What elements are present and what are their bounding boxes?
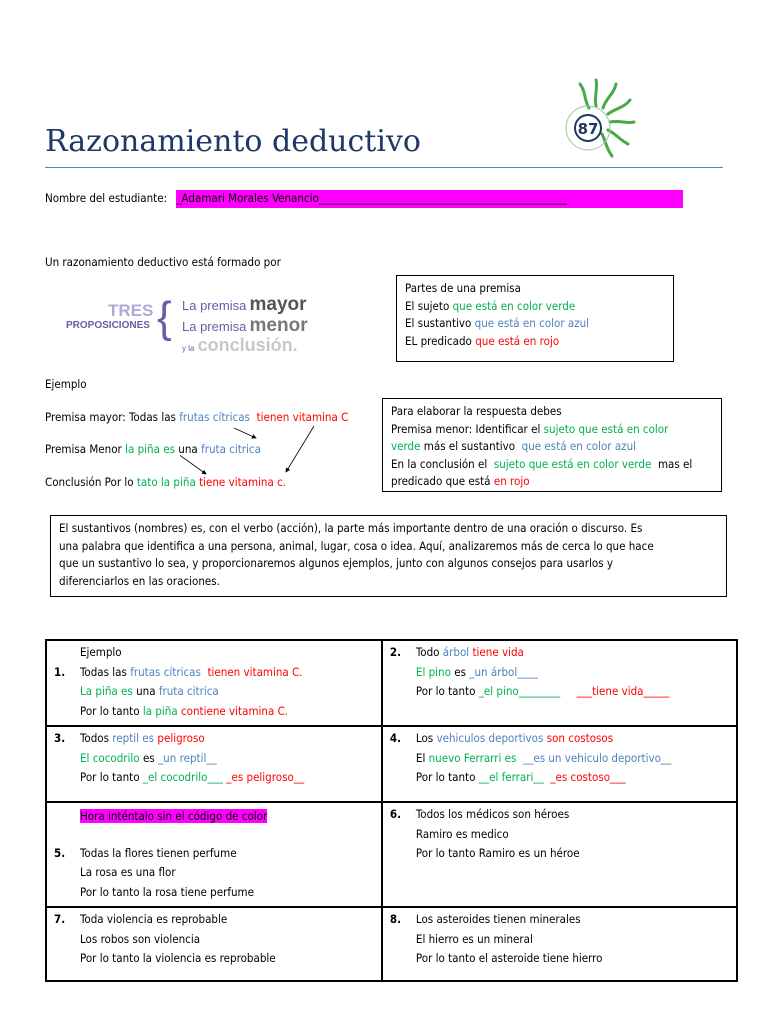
student-row — [45, 190, 683, 208]
exercise-2-line-3: Por lo tanto _el pino________ ___tiene vida_____ — [415, 684, 670, 698]
title-rule — [45, 167, 723, 168]
exercise-6-line-3: Por lo tanto Ramiro es un héroe — [415, 846, 580, 860]
sustantivo-line-2: una palabra que identifica a una persona, animal, lugar, cosa o idea. Aquí, analizaremos más de cerca lo que hace — [59, 538, 654, 553]
exercise-cell-5 — [46, 802, 382, 907]
premisa-mayor-line: La premisa mayor — [182, 294, 307, 315]
respuesta-line-4: En la conclusión el sujeto que está en color verde mas el — [391, 456, 693, 471]
exercise-7-line-3: Por lo tanto la violencia es reprobable — [80, 951, 276, 965]
respuesta-line-1: Para elaborar la respuesta debes — [391, 404, 562, 418]
exercise-7-line-2: Los robos son violencia — [80, 931, 201, 946]
premisa-mayor-example: Premisa mayor: Todas las frutas cítricas tienen vitamina C — [45, 410, 349, 424]
exercise-6-line-1: 6. Todos los médicos son héroes — [389, 807, 570, 821]
partes-sustantivo-line: El sustantivo que está en color azul — [405, 316, 590, 330]
exercise-1-line-3: Por lo tanto la piña contiene vitamina C. — [80, 703, 289, 718]
partes-premisa-box — [396, 275, 674, 362]
school-logo — [556, 78, 636, 158]
exercise-4-line-2: El nuevo Ferrarri es __es un vehiculo deportivo__ — [415, 750, 672, 765]
tres-proposiciones-graphic — [66, 292, 336, 356]
exercise-8-line-3: Por lo tanto el asteroide tiene hierro — [415, 951, 603, 965]
exercise-cell-4 — [382, 726, 737, 802]
exercise-1-line-1: 1. Todas las frutas cítricas tienen vitamina C. — [54, 664, 303, 679]
partes-predicado-line: EL predicado que está en rojo — [405, 333, 560, 348]
example-arrows — [180, 420, 320, 480]
conclusion-line: y la conclusión. — [182, 335, 298, 355]
partes-sujeto-line: El sujeto que está en color verde — [405, 298, 576, 313]
exercise-5-instruction: Hora inténtalo sin el código de color — [80, 809, 268, 823]
exercise-cell-7 — [46, 907, 382, 981]
sustantivo-line-1: El sustantivos (nombres) es, con el verbo (acción), la parte más importante dentro de una oración o discurso. Es — [59, 521, 643, 535]
exercise-5-line-3: Por lo tanto la rosa tiene perfume — [80, 884, 254, 899]
page-title: Razonamiento deductivo — [45, 124, 421, 159]
exercise-cell-2 — [382, 640, 737, 726]
tres-label: TRES — [108, 301, 154, 320]
premisa-menor-line: La premisa menor — [182, 315, 308, 336]
sustantivo-line-3: que un sustantivo lo sea, y proporcionaremos algunos ejemplos, junto con algunos consejos para usarlos y — [59, 556, 614, 570]
respuesta-line-2: Premisa menor: Identificar el sujeto que está en color — [391, 421, 669, 436]
exercise-2-line-1: 2. Todo árbol tiene vida — [389, 645, 524, 659]
respuesta-line-5: predicado que está en rojo — [391, 474, 530, 488]
exercise-table — [45, 639, 738, 982]
logo-number: 87 — [577, 120, 599, 138]
exercise-2-line-2: El pino es _un árbol____ — [415, 664, 538, 679]
proposiciones-label: PROPOSICIONES — [66, 320, 150, 331]
premisa-menor-example: Premisa Menor la piña es una fruta citrica — [45, 442, 261, 456]
exercise-5-line-1: 5. Todas la flores tienen perfume — [54, 845, 237, 860]
exercise-3-line-1: 3. Todos reptil es peligroso — [54, 731, 205, 745]
exercise-6-line-2: Ramiro es medico — [415, 826, 509, 841]
partes-title: Partes de una premisa — [405, 281, 521, 295]
exercise-5-line-2: La rosa es una flor — [80, 865, 176, 879]
student-name-field[interactable]: _Adamari Morales Venancio________________________________________________ — [176, 190, 683, 208]
exercise-cell-1 — [46, 640, 382, 726]
respuesta-box — [382, 398, 722, 492]
exercise-7-line-1: 7. Toda violencia es reprobable — [54, 912, 228, 926]
exercise-cell-3 — [46, 726, 382, 802]
exercise-cell-8 — [382, 907, 737, 981]
exercise-3-line-3: Por lo tanto _el cocodrilo___ _es peligroso__ — [80, 770, 305, 784]
respuesta-line-3: verde más el sustantivo que está en color azul — [391, 439, 637, 453]
exercise-cell-6 — [382, 802, 737, 907]
brace-icon: { — [157, 293, 172, 342]
exercise-8-line-2: El hierro es un mineral — [415, 931, 533, 946]
exercise-4-line-3: Por lo tanto __el ferrari__ _es costoso___ — [415, 770, 626, 784]
exercise-4-line-1: 4. Los vehiculos deportivos son costosos — [389, 731, 614, 745]
exercise-1-heading: Ejemplo — [80, 645, 122, 659]
intro-text: Un razonamiento deductivo está formado por — [45, 255, 281, 269]
sustantivo-line-4: diferenciarlos en las oraciones. — [59, 573, 220, 588]
ejemplo-label: Ejemplo — [45, 377, 87, 391]
student-label: Nombre del estudiante: — [45, 191, 168, 205]
conclusion-example: Conclusión Por lo tato la piña tiene vitamina c. — [45, 475, 287, 489]
exercise-3-line-2: El cocodrilo es _un reptil__ — [80, 750, 217, 765]
sustantivo-definition-box — [50, 515, 727, 597]
exercise-1-line-2: La piña es una fruta citrica — [80, 684, 219, 698]
exercise-8-line-1: 8. Los asteroides tienen minerales — [389, 912, 581, 926]
